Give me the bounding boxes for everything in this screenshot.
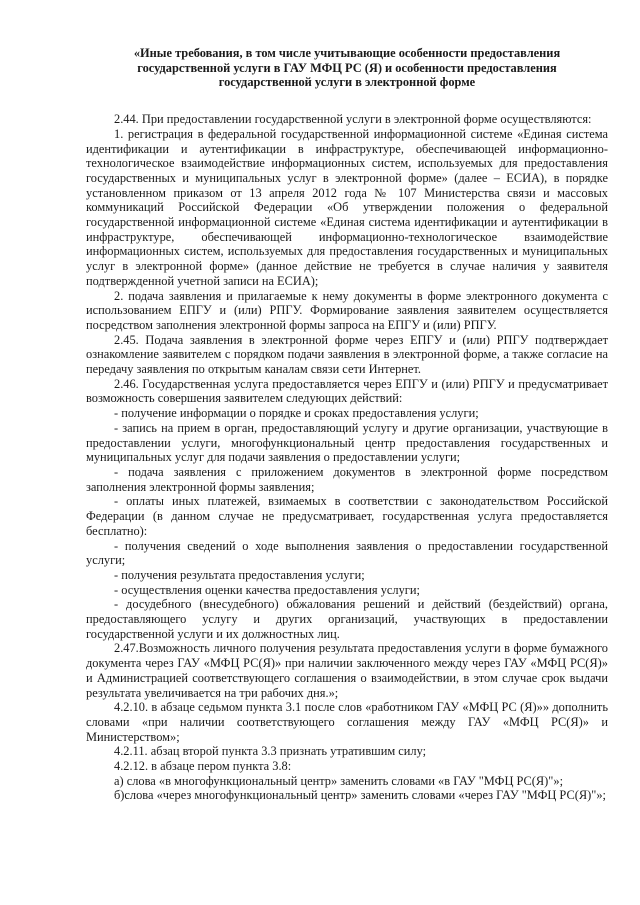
paragraph-2-47: 2.47.Возможность личного получения результата предоставления услуги в форме бумажного документа через ГАУ «МФЦ РС(Я)» при наличии заключенного между через ГАУ «МФЦ РС(Я)» и Администрацией соответствующего соглашения о взаимодействии, в этом случае срок выдачи результата увеличивается на три рабочих дня.»;	[86, 641, 608, 700]
section-heading	[86, 46, 608, 90]
list-item-payments: - оплаты иных платежей, взимаемых в соответствии с законодательством Российской Федерации (в данном случае не предусматривает, государственная услуга предоставляется бесплатно):	[86, 494, 608, 538]
heading-line: «Иные требования, в том числе учитывающие особенности предоставления	[133, 46, 561, 60]
paragraph-2-44: 2.44. При предоставлении государственной услуги в электронной форме осуществляются:	[114, 112, 592, 127]
paragraph-sub-b: б)слова «через многофункциональный центр» заменить словами «через ГАУ "МФЦ РС(Я)"»;	[114, 788, 606, 803]
list-item-quality: - осуществления оценки качества предоставления услуги;	[114, 582, 420, 597]
paragraph-4-2-12: 4.2.12. в абзаце пером пункта 3.8:	[114, 759, 292, 774]
paragraph-item-2-submission: 2. подача заявления и прилагаемые к нему документы в форме электронного документа с использованием ЕПГУ и (или) РПГУ. Формирование заявления заявителем осуществляется посредством заполнения электронной формы запроса на ЕПГУ и (или) РПГУ.	[86, 288, 608, 332]
paragraph-2-46: 2.46. Государственная услуга предоставляется через ЕПГУ и (или) РПГУ и предусматривает возможность совершения заявителем следующих действий:	[86, 376, 608, 406]
heading-line: государственной услуги в ГАУ МФЦ РС (Я) и особенности предоставления	[137, 60, 557, 75]
list-item-appointment: - запись на прием в орган, предоставляющий услугу и другие организации, участвующие в предоставлении услуги, многофункциональный центр предоставления государственных и муниципальных услуг для подачи заявления о предоставлении услуги;	[86, 420, 608, 465]
list-item-status: - получения сведений о ходе выполнения заявления о предоставлении государственной услуги;	[86, 538, 608, 568]
paragraph-4-2-11: 4.2.11. абзац второй пункта 3.3 признать утратившим силу;	[114, 744, 427, 759]
paragraph-2-45: 2.45. Подача заявления в электронной форме через ЕПГУ и (или) РПГУ подтверждает ознакомление заявителем с порядком подачи заявления в электронной форме, а также согласие на передачу заявления по открытым каналам связи сети Интернет.	[86, 332, 608, 377]
paragraph-sub-a: а) слова «в многофункциональный центр» заменить словами «в ГАУ "МФЦ РС(Я)"»;	[114, 773, 564, 788]
list-item-application: - подача заявления с приложением документов в электронной форме посредством заполнения электронной формы заявления;	[86, 464, 608, 494]
paragraph-4-2-10: 4.2.10. в абзаце седьмом пункта 3.1 после слов «работником ГАУ «МФЦ РС (Я)»» дополнить словами «при наличии соответствующего соглашения между ГАУ «МФЦ РС(Я)» и Министерством»;	[86, 700, 608, 744]
heading-line: государственной услуги в электронной форме	[218, 75, 476, 90]
list-item-result: - получения результата предоставления услуги;	[114, 567, 365, 582]
paragraph-item-1-esia: 1. регистрация в федеральной государственной информационной системе «Единая система идентификации и аутентификации в инфраструктуре, обеспечивающей информационно-технологическое взаимодействие информационных систем, используемых для предоставления государственных и муниципальных услуг в электронной форме» (далее – ЕСИА), в порядке установленном приказом от 13 апреля 2012 года № 107 Министерства связи и массовых коммуникаций Российской Федерации «Об утверждении положения о федеральной государственной информационной системе «Единая система идентификации и аутентификации в инфраструктуре, обеспечивающей информационно-технологическое взаимодействие информационных систем, используемых для предоставления государственных и муниципальных услуг в электронной форме» (данное действие не требуется в случае наличия у заявителя подтвержденной учетной записи на ЕСИА);	[86, 126, 608, 288]
list-item-info: - получение информации о порядке и сроках предоставления услуги;	[114, 406, 479, 421]
list-item-appeal: - досудебного (внесудебного) обжалования решений и действий (бездействий) органа, предоставляющего услугу и других организаций, участвующих в предоставлении государственной услуги и их должностных лиц.	[86, 597, 608, 641]
